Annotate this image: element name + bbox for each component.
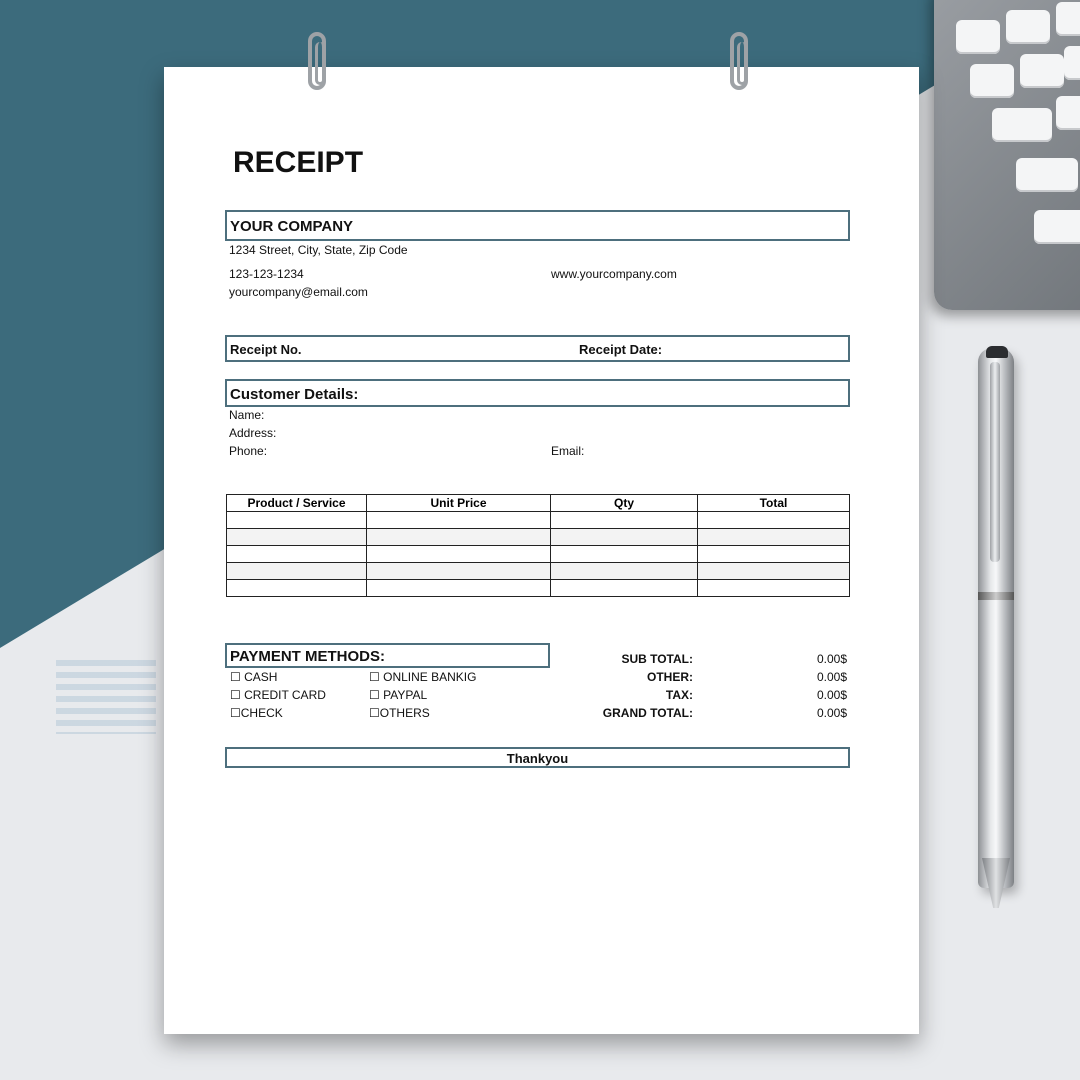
other-value: 0.00$ [816, 670, 847, 684]
payment-methods-box [225, 643, 550, 668]
subtotal-value: 0.00$ [816, 652, 847, 666]
payment-option-online-banking[interactable] [369, 670, 476, 684]
payment-option-label: CREDIT CARD [244, 688, 326, 702]
background-blur-decoration [56, 660, 156, 734]
company-name: YOUR COMPANY [230, 218, 354, 235]
customer-email-label: Email: [551, 444, 585, 458]
payment-option-paypal[interactable] [369, 688, 427, 702]
company-email: yourcompany@email.com [229, 285, 368, 299]
customer-phone-label: Phone: [229, 444, 268, 458]
column-header-product: Product / Service [227, 495, 367, 512]
table-row[interactable] [227, 512, 850, 529]
customer-details-box [225, 379, 850, 407]
payment-option-cash[interactable] [230, 670, 277, 684]
payment-methods-heading: PAYMENT METHODS: [230, 648, 386, 665]
keyboard-key [1016, 158, 1078, 192]
checkbox-icon[interactable]: ☐ [369, 706, 380, 720]
checkbox-icon[interactable]: ☐ [230, 688, 241, 702]
grand-total-value: 0.00$ [816, 706, 847, 720]
tax-value: 0.00$ [816, 688, 847, 702]
table-row[interactable] [227, 546, 850, 563]
payment-option-label: CASH [244, 670, 278, 684]
company-address: 1234 Street, City, State, Zip Code [229, 243, 408, 257]
table-row[interactable] [227, 529, 850, 546]
keyboard-key [970, 64, 1014, 98]
keyboard-key [1006, 10, 1050, 44]
receipt-date-label: Receipt Date: [579, 342, 663, 357]
checkbox-icon[interactable]: ☐ [230, 706, 241, 720]
company-name-box[interactable] [225, 210, 850, 241]
thank-you-text: Thankyou [506, 751, 569, 766]
subtotal-label: SUB TOTAL: [621, 652, 693, 666]
tax-label: TAX: [665, 688, 693, 702]
column-header-total: Total [698, 495, 850, 512]
keyboard-image [934, 0, 1080, 310]
grand-total-label: GRAND TOTAL: [602, 706, 693, 720]
checkbox-icon[interactable]: ☐ [369, 670, 380, 684]
payment-option-label: CHECK [240, 706, 283, 720]
payment-option-label: OTHERS [379, 706, 430, 720]
customer-address-label: Address: [229, 426, 277, 440]
payment-option-label: ONLINE BANKIG [383, 670, 477, 684]
pen-clip [990, 362, 1000, 562]
other-label: OTHER: [647, 670, 693, 684]
payment-option-others[interactable] [369, 706, 430, 720]
company-phone: 123-123-1234 [229, 267, 304, 281]
table-row[interactable] [227, 563, 850, 580]
pen-cap [986, 346, 1008, 358]
company-website: www.yourcompany.com [551, 267, 677, 281]
pen-band [978, 592, 1014, 600]
paperclip-icon [308, 32, 326, 90]
checkbox-icon[interactable]: ☐ [369, 688, 380, 702]
keyboard-key [1020, 54, 1064, 88]
payment-option-check[interactable] [230, 706, 283, 720]
paperclip-icon [730, 32, 748, 90]
customer-details-heading: Customer Details: [230, 386, 359, 403]
keyboard-key [1056, 2, 1080, 36]
table-row[interactable] [227, 580, 850, 597]
customer-name-label: Name: [229, 408, 265, 422]
keyboard-key [1056, 96, 1080, 130]
keyboard-key [956, 20, 1000, 54]
receipt-title: RECEIPT [233, 146, 364, 179]
thank-you-box [225, 747, 850, 768]
keyboard-key [1034, 210, 1080, 244]
keyboard-key [1064, 46, 1080, 80]
column-header-qty: Qty [551, 495, 698, 512]
payment-option-credit-card[interactable] [230, 688, 326, 702]
column-header-unit-price: Unit Price [367, 495, 551, 512]
checkbox-icon[interactable]: ☐ [230, 670, 241, 684]
keyboard-key [992, 108, 1052, 142]
payment-option-label: PAYPAL [383, 688, 428, 702]
receipt-number-date-box[interactable] [225, 335, 850, 362]
items-table [226, 494, 850, 597]
receipt-number-label: Receipt No. [230, 342, 302, 357]
table-header-row [227, 495, 850, 512]
